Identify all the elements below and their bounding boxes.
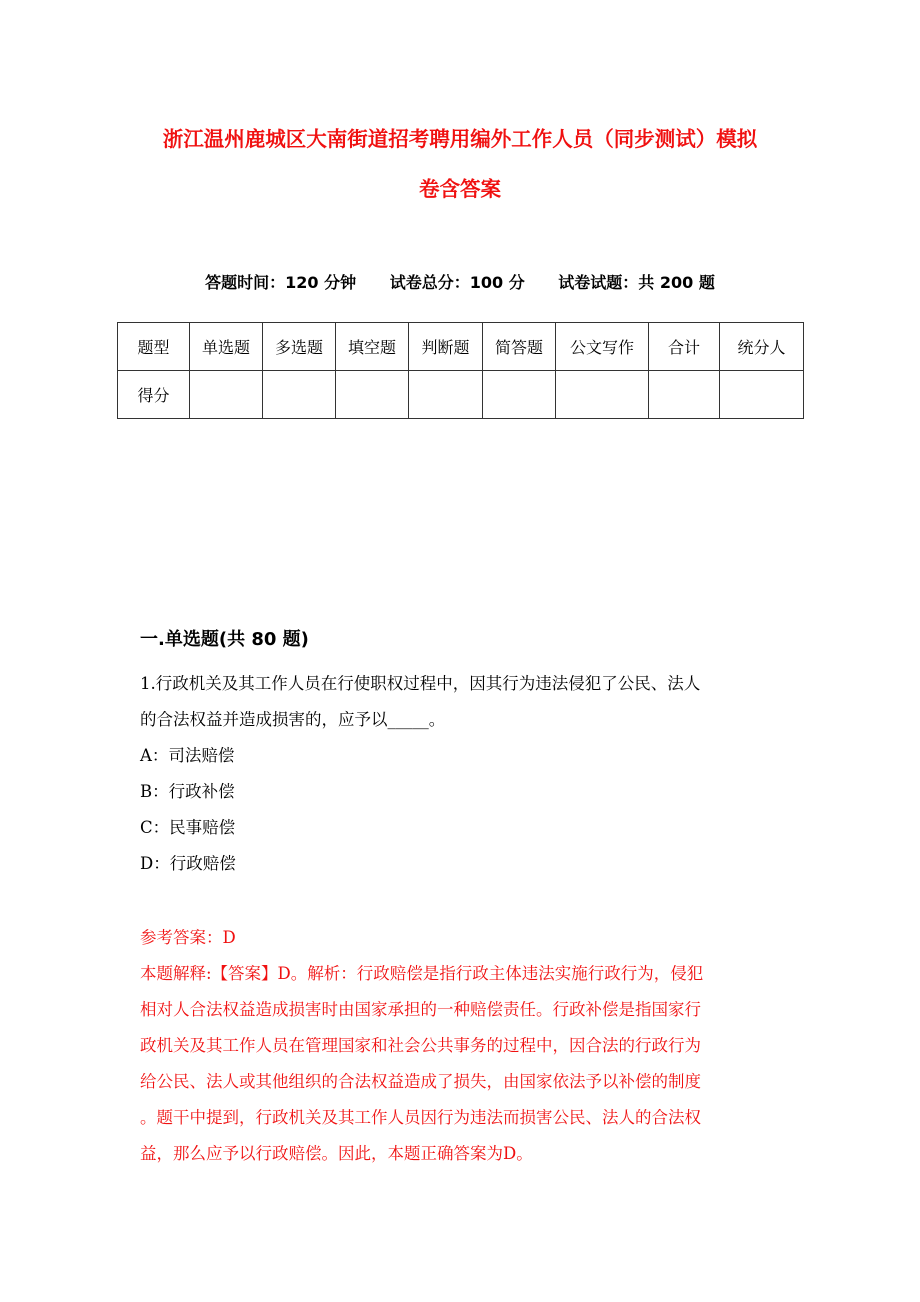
score-cell bbox=[556, 371, 649, 419]
option-b: B：行政补偿 bbox=[140, 782, 235, 801]
question-text: 1.行政机关及其工作人员在行使职权过程中，因其行为违法侵犯了公民、法人 bbox=[140, 674, 701, 693]
score-cell bbox=[483, 371, 556, 419]
reference-answer: 参考答案：D bbox=[140, 928, 236, 947]
explanation-line: 相对人合法权益造成损害时由国家承担的一种赔偿责任。行政补偿是指国家行 bbox=[140, 1000, 701, 1019]
header-cell: 填空题 bbox=[336, 323, 409, 371]
exam-question-count: 试卷试题：共 200 题 bbox=[558, 273, 715, 292]
header-cell: 公文写作 bbox=[556, 323, 649, 371]
explanation-line: 政机关及其工作人员在管理国家和社会公共事务的过程中，因合法的行政行为 bbox=[140, 1036, 701, 1055]
exam-total-score: 试卷总分：100 分 bbox=[389, 273, 525, 292]
score-cell bbox=[263, 371, 336, 419]
score-cell bbox=[649, 371, 720, 419]
header-cell: 合计 bbox=[649, 323, 720, 371]
explanation-line: 本题解释:【答案】D。解析：行政赔偿是指行政主体违法实施行政行为，侵犯 bbox=[140, 964, 704, 983]
option-a: A：司法赔偿 bbox=[140, 746, 235, 765]
score-cell bbox=[336, 371, 409, 419]
exam-time: 答题时间：120 分钟 bbox=[205, 273, 357, 292]
explanation-line: 给公民、法人或其他组织的合法权益造成了损失，由国家依法予以补偿的制度 bbox=[140, 1072, 701, 1091]
question-text: 的合法权益并造成损害的，应予以_____。 bbox=[140, 710, 446, 729]
header-cell: 判断题 bbox=[409, 323, 483, 371]
header-cell: 多选题 bbox=[263, 323, 336, 371]
exam-info bbox=[0, 270, 920, 293]
section-heading: 一.单选题(共 80 题) bbox=[140, 629, 309, 650]
explanation-line: 。题干中提到，行政机关及其工作人员因行为违法而损害公民、法人的合法权 bbox=[140, 1108, 701, 1127]
option-d: D：行政赔偿 bbox=[140, 854, 236, 873]
score-table bbox=[117, 322, 804, 419]
header-cell: 统分人 bbox=[720, 323, 804, 371]
document-title-line-2: 卷含答案 bbox=[419, 177, 501, 201]
score-cell bbox=[409, 371, 483, 419]
option-c: C：民事赔偿 bbox=[140, 818, 236, 837]
header-cell: 简答题 bbox=[483, 323, 556, 371]
score-row-label: 得分 bbox=[118, 371, 190, 419]
explanation-line: 益，那么应予以行政赔偿。因此，本题正确答案为D。 bbox=[140, 1144, 533, 1163]
score-cell bbox=[720, 371, 804, 419]
document-title-line-1: 浙江温州鹿城区大南街道招考聘用编外工作人员（同步测试）模拟 bbox=[162, 127, 758, 151]
header-cell: 单选题 bbox=[190, 323, 263, 371]
header-cell: 题型 bbox=[118, 323, 190, 371]
score-cell bbox=[190, 371, 263, 419]
score-row bbox=[118, 371, 804, 419]
score-table-header-row bbox=[118, 323, 804, 371]
